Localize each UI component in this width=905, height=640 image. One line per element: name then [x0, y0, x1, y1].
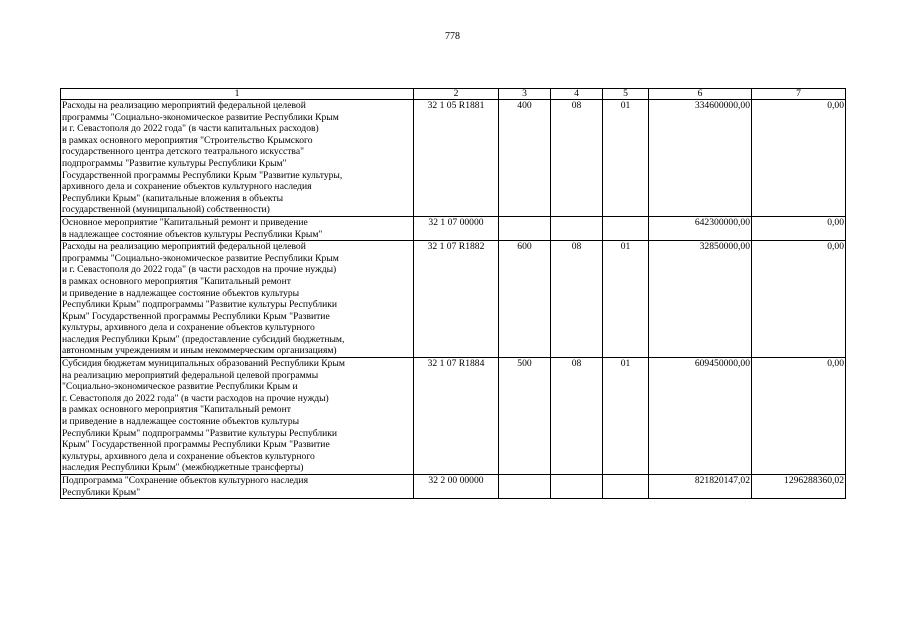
row-col-6: 334600000,00 — [649, 100, 752, 217]
table-row — [61, 358, 846, 475]
row-col-4: 08 — [551, 100, 603, 217]
row-col-5 — [603, 216, 649, 240]
row-code: 32 1 05 R1881 — [414, 100, 499, 217]
header-col-1: 1 — [61, 89, 414, 100]
header-row — [61, 89, 846, 100]
row-col-3 — [499, 475, 551, 499]
row-col-6: 642300000,00 — [649, 216, 752, 240]
budget-table — [60, 88, 846, 499]
row-description: Подпрограмма "Сохранение объектов культурного наследия Республики Крым" — [61, 475, 414, 499]
row-col-6: 609450000,00 — [649, 358, 752, 475]
table-row — [61, 475, 846, 499]
row-code: 32 1 07 R1884 — [414, 358, 499, 475]
header-col-7: 7 — [752, 89, 846, 100]
row-col-5 — [603, 475, 649, 499]
header-col-3: 3 — [499, 89, 551, 100]
row-col-4 — [551, 216, 603, 240]
row-description: Расходы на реализацию мероприятий федеральной целевой программы "Социально-экономическое развитие Республики Крым и г. Севастополя до 2022 года" (в части капитальных расходов) в рамках основного мероприятия "Строительство Крымского государственного центра детского театрального искусства" подпрограммы "Развитие культуры Республики Крым" Государственной программы Республики Крым "Развитие культуры, архивного дела и сохранение объектов культурного наследия Республики Крым" (капитальные вложения в объекты государственной (муниципальной) собственности) — [61, 100, 414, 217]
row-col-7: 0,00 — [752, 100, 846, 217]
table-row — [61, 241, 846, 358]
row-col-4: 08 — [551, 241, 603, 358]
row-description: Субсидия бюджетам муниципальных образований Республики Крым на реализацию мероприятий федеральной целевой программы "Социально-экономическое развитие Республики Крым и г. Севастополя до 2022 года" (в части расходов на прочие нужды) в рамках основного мероприятия "Капитальный ремонт и приведение в надлежащее состояние объектов культуры Республики Крым" подпрограммы "Развитие культуры Республики Крым" Государственной программы Республики Крым "Развитие культуры, архивного дела и сохранение объектов культурного наследия Республики Крым" (межбюджетные трансферты) — [61, 358, 414, 475]
header-col-6: 6 — [649, 89, 752, 100]
row-col-4 — [551, 475, 603, 499]
row-col-7: 0,00 — [752, 241, 846, 358]
row-col-5: 01 — [603, 100, 649, 217]
row-col-5: 01 — [603, 358, 649, 475]
row-col-3: 500 — [499, 358, 551, 475]
row-description: Основное мероприятие "Капитальный ремонт и приведение в надлежащее состояние объектов культуры Республики Крым" — [61, 216, 414, 240]
row-col-3: 400 — [499, 100, 551, 217]
row-col-7: 0,00 — [752, 216, 846, 240]
header-col-2: 2 — [414, 89, 499, 100]
table-row — [61, 216, 846, 240]
row-description: Расходы на реализацию мероприятий федеральной целевой программы "Социально-экономическое развитие Республики Крым и г. Севастополя до 2022 года" (в части расходов на прочие нужды) в рамках основного мероприятия "Капитальный ремонт и приведение в надлежащее состояние объектов культуры Республики Крым" подпрограммы "Развитие культуры Республики Крым" Государственной программы Республики Крым "Развитие культуры, архивного дела и сохранение объектов культурного наследия Республики Крым" (предоставление субсидий бюджетным, автономным учреждениям и иным некоммерческим организациям) — [61, 241, 414, 358]
row-code: 32 1 07 00000 — [414, 216, 499, 240]
row-col-5: 01 — [603, 241, 649, 358]
table-row — [61, 100, 846, 217]
row-code: 32 2 00 00000 — [414, 475, 499, 499]
page-number: 778 — [445, 31, 460, 42]
header-col-5: 5 — [603, 89, 649, 100]
row-col-3: 600 — [499, 241, 551, 358]
row-col-6: 32850000,00 — [649, 241, 752, 358]
row-col-7: 0,00 — [752, 358, 846, 475]
row-col-3 — [499, 216, 551, 240]
header-col-4: 4 — [551, 89, 603, 100]
row-col-6: 821820147,02 — [649, 475, 752, 499]
row-code: 32 1 07 R1882 — [414, 241, 499, 358]
row-col-4: 08 — [551, 358, 603, 475]
row-col-7: 1296288360,02 — [752, 475, 846, 499]
